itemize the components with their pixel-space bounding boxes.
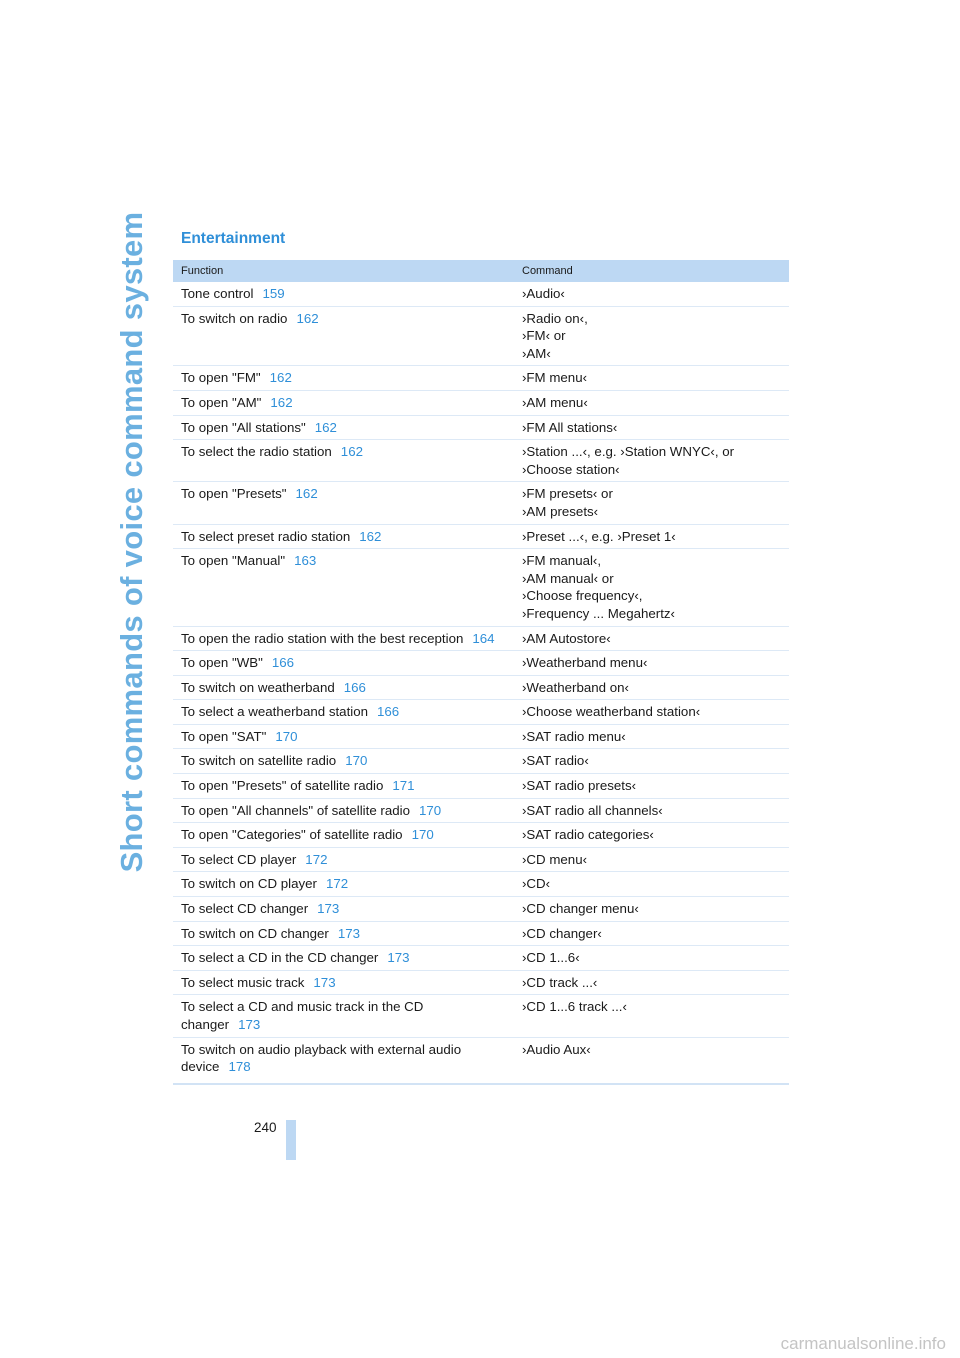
function-text: To switch on weatherband: [181, 679, 335, 695]
command-cell: [505, 626, 789, 651]
table-row: [173, 1037, 789, 1084]
command-cell: [505, 970, 789, 995]
function-text: To switch on satellite radio: [181, 753, 337, 769]
command-cell: [505, 440, 789, 482]
command-line: ›CD track ...‹: [522, 974, 598, 990]
page-reference-link[interactable]: 162: [295, 486, 318, 502]
function-text: To open "Manual": [181, 553, 286, 569]
function-text: To open "All stations": [181, 419, 306, 435]
table-row: [173, 524, 789, 549]
command-line: ›Choose frequency‹,: [522, 588, 643, 604]
table-row: [173, 872, 789, 897]
command-line: ›SAT radio all channels‹: [522, 802, 663, 818]
function-cell: [173, 482, 505, 524]
command-line: ›FM‹ or: [522, 328, 566, 344]
command-cell: [505, 946, 789, 971]
table-row: [173, 700, 789, 725]
command-cell: [505, 724, 789, 749]
function-cell: [173, 675, 505, 700]
command-line: ›CD 1...6‹: [522, 950, 580, 966]
function-text: To open "FM": [181, 370, 261, 386]
page-reference-link[interactable]: 164: [472, 630, 495, 646]
table-header-row: [173, 260, 789, 282]
function-text: To select music track: [181, 974, 305, 990]
command-line: ›Audio‹: [522, 286, 565, 301]
page-reference-link[interactable]: 171: [392, 778, 415, 794]
command-cell: [505, 482, 789, 524]
table-row: [173, 798, 789, 823]
command-cell: [505, 282, 789, 306]
function-cell: [173, 390, 505, 415]
command-line: ›CD 1...6 track ...‹: [522, 999, 627, 1015]
command-line: ›CD changer‹: [522, 925, 602, 941]
command-cell: [505, 774, 789, 799]
command-line: ›SAT radio menu‹: [522, 728, 626, 744]
function-cell: [173, 872, 505, 897]
command-cell: [505, 847, 789, 872]
function-cell: [173, 823, 505, 848]
function-cell: [173, 700, 505, 725]
command-line: ›SAT radio presets‹: [522, 778, 637, 794]
page-marker-bar: [286, 1120, 296, 1160]
function-cell: [173, 415, 505, 440]
table-row: [173, 749, 789, 774]
table-row: [173, 626, 789, 651]
table-row: [173, 847, 789, 872]
command-line: ›AM‹: [522, 345, 551, 361]
command-cell: [505, 306, 789, 366]
command-cell: [505, 872, 789, 897]
table-row: [173, 415, 789, 440]
command-cell: [505, 415, 789, 440]
page-reference-link[interactable]: 162: [359, 528, 382, 544]
command-cell: [505, 1037, 789, 1084]
function-cell: [173, 847, 505, 872]
function-cell: [173, 970, 505, 995]
command-line: ›CD menu‹: [522, 851, 588, 867]
table-row: [173, 897, 789, 922]
function-text: To select CD player: [181, 851, 297, 867]
page-reference-link[interactable]: 162: [269, 370, 292, 386]
command-line: ›CD changer menu‹: [522, 901, 639, 917]
page-number: 240: [254, 1120, 277, 1135]
page-reference-link[interactable]: 166: [377, 704, 400, 720]
page-reference-link[interactable]: 163: [294, 553, 317, 569]
function-cell: [173, 749, 505, 774]
command-line: ›Preset ...‹, e.g. ›Preset 1‹: [522, 528, 676, 544]
page-reference-link[interactable]: 170: [411, 827, 434, 843]
table-row: [173, 306, 789, 366]
table-row: [173, 651, 789, 676]
function-text: To select CD changer: [181, 901, 309, 917]
page-reference-link[interactable]: 173: [317, 901, 340, 917]
function-text: Tone control: [181, 286, 254, 301]
command-cell: [505, 390, 789, 415]
command-line: ›FM menu‹: [522, 370, 588, 386]
command-cell: [505, 798, 789, 823]
table-row: [173, 440, 789, 482]
command-cell: [505, 921, 789, 946]
table-row: [173, 675, 789, 700]
function-text: To select the radio station: [181, 444, 332, 460]
function-text: To select preset radio station: [181, 528, 351, 544]
page-reference-link[interactable]: 162: [340, 444, 363, 460]
function-cell: [173, 366, 505, 391]
function-cell: [173, 946, 505, 971]
page-reference-link[interactable]: 172: [325, 876, 349, 892]
side-chapter-title-text: Short commands of voice command system: [114, 211, 149, 873]
page-reference-link[interactable]: 173: [387, 950, 410, 966]
function-cell: [173, 921, 505, 946]
page-reference-link[interactable]: 173: [337, 925, 360, 941]
command-line: ›Station ...‹, e.g. ›Station WNYC‹, or: [522, 444, 735, 460]
command-line: ›SAT radio‹: [522, 753, 589, 769]
function-cell: [173, 440, 505, 482]
column-header-command: Command: [505, 260, 789, 282]
function-cell: [173, 995, 505, 1037]
command-line: ›AM Autostore‹: [522, 630, 611, 646]
function-cell: [173, 524, 505, 549]
function-text: To open "WB": [181, 655, 263, 671]
table-row: [173, 823, 789, 848]
table-row: [173, 549, 789, 626]
command-line: ›FM presets‹ or: [522, 486, 613, 502]
page-reference-link[interactable]: 170: [418, 802, 442, 818]
command-line: ›CD‹: [522, 876, 551, 892]
column-header-function: Function: [173, 260, 505, 282]
table-row: [173, 724, 789, 749]
page-reference-link[interactable]: 166: [343, 679, 366, 695]
command-line: ›Weatherband on‹: [522, 679, 629, 695]
table-row: [173, 390, 789, 415]
command-cell: [505, 700, 789, 725]
side-chapter-title: [112, 211, 152, 873]
function-cell: [173, 549, 505, 626]
command-line: ›AM manual‹ or: [522, 570, 614, 586]
command-cell: [505, 675, 789, 700]
command-line: ›FM All stations‹: [522, 419, 618, 435]
function-text: To open "Presets" of satellite radio: [181, 778, 384, 794]
table-body: [173, 282, 789, 1084]
function-text: To open "Categories" of satellite radio: [181, 827, 403, 843]
function-text: To select a weatherband station: [181, 704, 369, 720]
function-cell: [173, 306, 505, 366]
command-line: ›Weatherband menu‹: [522, 655, 648, 671]
function-text: To select a CD in the CD changer: [181, 950, 379, 966]
command-line: ›SAT radio categories‹: [522, 827, 654, 843]
table-row: [173, 995, 789, 1037]
page-reference-link[interactable]: 178: [228, 1059, 251, 1075]
command-line: ›Audio Aux‹: [522, 1041, 591, 1057]
command-line: ›AM menu‹: [522, 394, 588, 410]
command-cell: [505, 897, 789, 922]
function-cell: [173, 724, 505, 749]
page-reference-link[interactable]: 170: [345, 753, 368, 769]
function-text: To open the radio station with the best reception: [181, 630, 464, 646]
command-line: ›Radio on‹,: [522, 310, 588, 326]
table-row: [173, 282, 789, 306]
command-cell: [505, 549, 789, 626]
function-cell: [173, 1037, 505, 1084]
command-cell: [505, 749, 789, 774]
page-reference-link[interactable]: 162: [296, 310, 319, 326]
watermark: carmanualsonline.info: [780, 1334, 946, 1353]
function-cell: [173, 282, 505, 306]
command-line: ›Choose weatherband station‹: [522, 704, 701, 720]
section-title: Entertainment: [181, 230, 286, 247]
page-reference-link[interactable]: 170: [275, 728, 298, 744]
table-row: [173, 482, 789, 524]
function-text: To select a CD and music track in the CD changer: [181, 999, 424, 1032]
page-reference-link[interactable]: 159: [262, 286, 285, 301]
voice-command-table: [173, 260, 789, 1085]
function-cell: [173, 626, 505, 651]
function-cell: [173, 651, 505, 676]
command-cell: [505, 524, 789, 549]
function-text: To switch on audio playback with external audio device: [181, 1041, 462, 1075]
command-line: ›FM manual‹,: [522, 553, 602, 569]
function-cell: [173, 774, 505, 799]
command-line: ›AM presets‹: [522, 503, 599, 519]
command-cell: [505, 823, 789, 848]
function-cell: [173, 897, 505, 922]
table-row: [173, 774, 789, 799]
table-row: [173, 366, 789, 391]
function-cell: [173, 798, 505, 823]
table-row: [173, 970, 789, 995]
function-text: To switch on CD changer: [181, 925, 329, 941]
page-reference-link[interactable]: 173: [238, 1017, 261, 1032]
function-text: To open "All channels" of satellite radio: [181, 802, 410, 818]
page-reference-link[interactable]: 166: [271, 655, 295, 671]
command-line: ›Choose station‹: [522, 461, 620, 477]
function-text: To open "Presets": [181, 486, 287, 502]
function-text: To switch on radio: [181, 310, 288, 326]
function-text: To switch on CD player: [181, 876, 317, 892]
page-reference-link[interactable]: 173: [313, 974, 336, 990]
page-reference-link[interactable]: 162: [270, 394, 293, 410]
table-row: [173, 921, 789, 946]
table-row: [173, 946, 789, 971]
function-text: To open "AM": [181, 394, 262, 410]
command-cell: [505, 651, 789, 676]
command-cell: [505, 366, 789, 391]
command-line: ›Frequency ... Megahertz‹: [522, 605, 675, 621]
page-reference-link[interactable]: 162: [314, 419, 337, 435]
page-reference-link[interactable]: 172: [305, 851, 328, 867]
function-text: To open "SAT": [181, 728, 267, 744]
command-cell: [505, 995, 789, 1037]
